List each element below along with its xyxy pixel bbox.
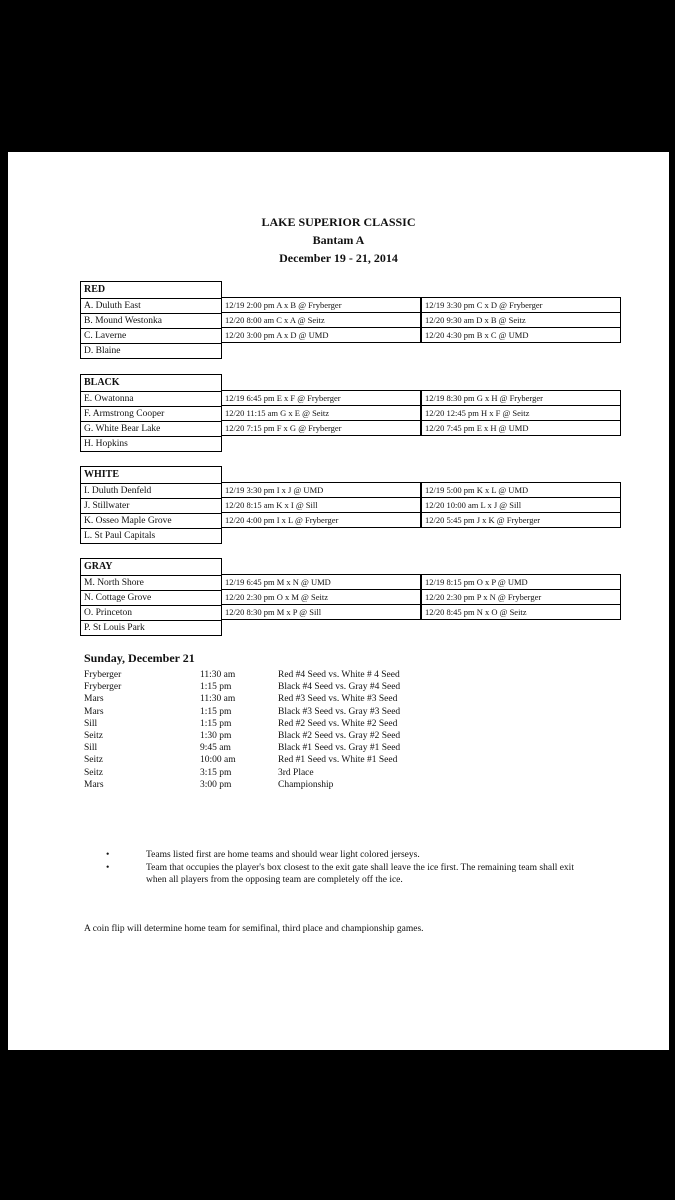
document-title: LAKE SUPERIOR CLASSIC <box>261 215 416 229</box>
schedule-row <box>84 706 504 718</box>
schedule-row <box>84 742 504 754</box>
game-row: 12/20 3:00 pm A x D @ UMD <box>225 330 329 340</box>
rink-location: Mars <box>84 706 104 717</box>
pool-red-games-left <box>221 297 421 343</box>
game-time: 1:15 pm <box>200 682 232 693</box>
game-row: 12/19 5:00 pm K x L @ UMD <box>422 483 620 498</box>
rink-location: Seitz <box>84 767 103 778</box>
rink-location: Seitz <box>84 755 103 766</box>
team-item: K. Osseo Maple Grove <box>81 514 221 529</box>
coin-flip-note: A coin flip will determine home team for semifinal, third place and championship games. <box>84 924 424 934</box>
game-time: 10:00 am <box>200 755 236 766</box>
game-matchup: 3rd Place <box>278 767 314 778</box>
rink-location: Fryberger <box>84 670 122 680</box>
schedule-row <box>84 681 504 693</box>
pool-name: WHITE <box>81 467 221 484</box>
game-row: 12/20 8:15 am K x I @ Sill <box>222 498 420 513</box>
game-matchup: Red #3 Seed vs. White #3 Seed <box>278 694 398 705</box>
game-time: 9:45 am <box>200 743 231 754</box>
schedule-row <box>84 730 504 742</box>
game-row: 12/19 8:15 pm O x P @ UMD <box>422 575 620 590</box>
note-text: Team that occupies the player's box closest to the exit gate shall leave the ice first. The remaining team shall exit when all players from the opposing team are completely off the ice. <box>146 863 574 885</box>
game-row: 12/20 8:30 pm M x P @ Sill <box>225 607 322 617</box>
game-row: 12/19 3:30 pm I x J @ UMD <box>222 483 420 498</box>
team-item: D. Blaine <box>84 346 121 356</box>
game-matchup: Black #3 Seed vs. Gray #3 Seed <box>278 706 401 717</box>
game-time: 3:00 pm <box>200 779 232 790</box>
pool-white-games-left <box>221 482 421 528</box>
game-row: 12/20 10:00 am L x J @ Sill <box>422 498 620 513</box>
rink-location: Mars <box>84 779 104 790</box>
game-matchup: Black #4 Seed vs. Gray #4 Seed <box>278 682 401 693</box>
team-item: B. Mound Westonka <box>81 314 221 329</box>
game-matchup: Red #4 Seed vs. White # 4 Seed <box>278 670 400 680</box>
game-row: 12/20 2:30 pm O x M @ Seitz <box>222 590 420 605</box>
game-row: 12/19 3:30 pm C x D @ Fryberger <box>422 298 620 313</box>
note-text: Teams listed first are home teams and should wear light colored jerseys. <box>146 850 420 860</box>
pool-name: RED <box>81 282 221 299</box>
team-item: F. Armstrong Cooper <box>81 407 221 422</box>
team-item: I. Duluth Denfeld <box>81 484 221 499</box>
schedule-row <box>84 718 504 730</box>
pool-black-games-left <box>221 390 421 436</box>
game-row: 12/20 5:45 pm J x K @ Fryberger <box>425 515 541 525</box>
bullet-icon: • <box>106 850 110 860</box>
schedule-row <box>84 693 504 705</box>
note-item <box>106 849 586 861</box>
game-time: 1:15 pm <box>200 706 232 717</box>
team-item: A. Duluth East <box>81 299 221 314</box>
rink-location: Fryberger <box>84 682 122 693</box>
team-item: H. Hopkins <box>84 439 128 449</box>
team-item: L. St Paul Capitals <box>84 531 156 541</box>
pool-black-games-right <box>421 390 621 436</box>
game-matchup: Red #2 Seed vs. White #2 Seed <box>278 718 398 729</box>
team-item: J. Stillwater <box>81 499 221 514</box>
game-matchup: Black #2 Seed vs. Gray #2 Seed <box>278 730 401 741</box>
game-row: 12/20 11:15 am G x E @ Seitz <box>222 406 420 421</box>
team-item: M. North Shore <box>81 576 221 591</box>
sunday-heading: Sunday, December 21 <box>84 651 195 665</box>
game-matchup: Red #1 Seed vs. White #1 Seed <box>278 755 398 766</box>
team-item: E. Owatonna <box>81 392 221 407</box>
game-row: 12/19 6:45 pm E x F @ Fryberger <box>222 391 420 406</box>
team-item: G. White Bear Lake <box>81 422 221 437</box>
game-row: 12/20 4:00 pm I x L @ Fryberger <box>225 515 339 525</box>
division-label: Bantam A <box>312 233 365 247</box>
pool-white-games-right <box>421 482 621 528</box>
team-item: P. St Louis Park <box>84 623 145 633</box>
pool-name: GRAY <box>81 559 221 576</box>
bullet-icon: • <box>106 863 110 873</box>
game-row: 12/19 6:45 pm M x N @ UMD <box>222 575 420 590</box>
event-dates: December 19 - 21, 2014 <box>279 251 398 265</box>
game-row: 12/20 7:15 pm F x G @ Fryberger <box>225 423 342 433</box>
rink-location: Sill <box>84 743 98 754</box>
game-row: 12/20 7:45 pm E x H @ UMD <box>425 423 529 433</box>
game-matchup: Championship <box>278 779 334 790</box>
game-row: 12/20 4:30 pm B x C @ UMD <box>425 330 529 340</box>
note-item <box>106 862 586 886</box>
schedule-row <box>84 767 504 779</box>
rink-location: Sill <box>84 718 98 729</box>
game-time: 1:15 pm <box>200 718 232 729</box>
game-time: 11:30 am <box>200 694 236 705</box>
pool-gray-box <box>80 558 222 636</box>
game-row: 12/19 2:00 pm A x B @ Fryberger <box>222 298 420 313</box>
rink-location: Mars <box>84 694 104 705</box>
schedule-row <box>84 754 504 766</box>
team-item: N. Cottage Grove <box>81 591 221 606</box>
pool-red-games-right <box>421 297 621 343</box>
game-row: 12/20 8:00 am C x A @ Seitz <box>222 313 420 328</box>
team-item: O. Princeton <box>81 606 221 621</box>
game-time: 11:30 am <box>200 670 236 680</box>
pool-white-box <box>80 466 222 544</box>
schedule-row <box>84 779 504 791</box>
team-item: C. Laverne <box>81 329 221 344</box>
game-time: 1:30 pm <box>200 730 232 741</box>
document-page <box>8 152 669 1050</box>
game-row: 12/20 9:30 am D x B @ Seitz <box>422 313 620 328</box>
game-row: 12/20 2:30 pm P x N @ Fryberger <box>422 590 620 605</box>
pool-black-box <box>80 374 222 452</box>
schedule-row <box>84 669 504 681</box>
game-row: 12/20 12:45 pm H x F @ Seitz <box>422 406 620 421</box>
pool-gray-games-left <box>221 574 421 620</box>
rink-location: Seitz <box>84 730 103 741</box>
pool-gray-games-right <box>421 574 621 620</box>
pool-name: BLACK <box>81 375 221 392</box>
game-row: 12/20 8:45 pm N x O @ Seitz <box>425 607 527 617</box>
game-row: 12/19 8:30 pm G x H @ Fryberger <box>422 391 620 406</box>
pool-red-box <box>80 281 222 359</box>
game-time: 3:15 pm <box>200 767 232 778</box>
sunday-schedule <box>84 669 504 791</box>
game-matchup: Black #1 Seed vs. Gray #1 Seed <box>278 743 401 754</box>
rules-notes <box>106 849 586 887</box>
